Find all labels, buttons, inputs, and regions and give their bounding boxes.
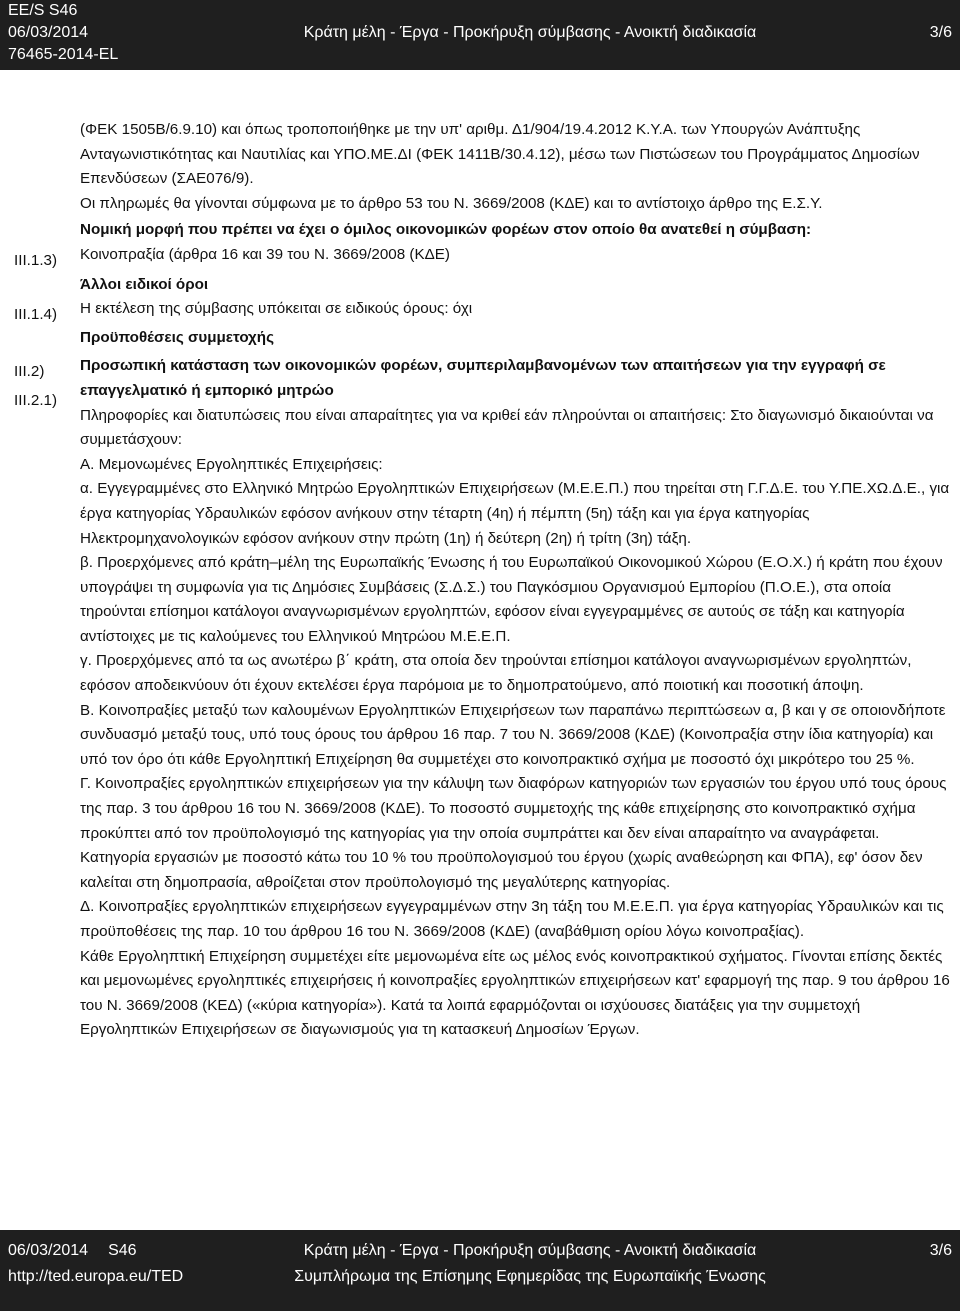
section-label: III.2.1) (14, 392, 58, 409)
footer-doc-type: S46 (108, 1242, 137, 1259)
paragraph: β. Προερχόμενες από κράτη–μέλη της Ευρωπαϊκής Ένωσης ή του Ευρωπαϊκού Οικονομικού Χώρου (Ε.Ο.Χ.) ή κράτη που έχουν υπογράψει τη συμφωνία για τις Δημόσιες Συμβάσεις (Σ.Δ.Σ.) του Παγκόσμιου Οργανισμού Εμπορίου (Π.Ο.Ε.), στα οποία τηρούνται επίσημοι κατάλογοι αναγνωρισμένων εργοληπτών, εφόσον είναι εγγεγραμμένες σε αυτούς σε τάξη και κατηγορία αντίστοιχες με τις καλούμενες του Ελληνικού Μητρώου Μ.Ε.Ε.Π. (80, 554, 943, 645)
footer-date: 06/03/2014 (8, 1242, 89, 1259)
paragraph: Κοινοπραξία (άρθρα 16 και 39 του Ν. 3669/2008 (ΚΔΕ) (80, 245, 450, 263)
footer-url[interactable]: http://ted.europa.eu/TED (8, 1268, 184, 1285)
paragraph: γ. Προερχόμενες από τα ως ανωτέρω β΄ κράτη, στα οποία δεν τηρούνται επίσημοι κατάλογοι αναγνωρισμένων εργοληπτών, εφόσον αποδεικνύουν ότι έχουν εκτελέσει έργα παρόμοια με το δημοπρατούμενο, από ποιοτική και ποσοτική άποψη. (80, 652, 912, 695)
footer-title: Κράτη μέλη - Έργα - Προκήρυξη σύμβασης - Ανοικτή διαδικασία (303, 1242, 757, 1259)
paragraph: Δ. Κοινοπραξίες εργοληπτικών επιχειρήσεων εγγεγραμμένων στην 3η τάξη του Μ.Ε.Ε.Π. για έργα κατηγορίας Υδραυλικών και τις προϋποθέσεις της παρ. 10 του άρθρου 16 του Ν. 3669/2008 (ΚΔΕ) (αναβάθμιση ορίου λόγω κοινοπραξίας). (80, 898, 944, 940)
paragraph: Γ. Κοινοπραξίες εργοληπτικών επιχειρήσεων για την κάλυψη των διαφόρων κατηγοριών των εργασιών του έργου υπό τους όρους της παρ. 3 του άρθρου 16 του Ν. 3669/2008 (ΚΔΕ). Το ποσοστό συμμετοχής της κάθε επιχείρησης στο κοινοπρακτικό σχήμα προκύπτει από τον προϋπολογισμό της κατηγορίας για την οποία συμπράττει και δεν είναι απαραίτητο να αναγράφεται. Κατηγορία εργασιών με ποσοστό κάτω του 10 % του προϋπολογισμού του έργου (χωρίς αναθεώρηση και ΦΠΑ), εφ' όσον δεν καλείται στη δημοπρασία, αθροίζεται στον προϋπολογισμό της μεγαλύτερης κατηγορίας. (80, 775, 947, 891)
paragraph: Πληροφορίες και διατυπώσεις που είναι απαραίτητες για να κριθεί εάν πληρούνται οι απαιτήσεις: Στο διαγωνισμό δικαιούνται να συμμετάσχουν: (80, 406, 934, 449)
section-label: III.2) (14, 363, 45, 380)
paragraph: Α. Μεμονωμένες Εργοληπτικές Επιχειρήσεις: (80, 455, 383, 473)
header-title: Κράτη μέλη - Έργα - Προκήρυξη σύμβασης - Ανοικτή διαδικασία (303, 24, 757, 41)
page-footer (0, 1230, 960, 1311)
paragraph: Οι πληρωμές θα γίνονται σύμφωνα με το άρθρο 53 του Ν. 3669/2008 (ΚΔΕ) και το αντίστοιχο άρθρο της Ε.Σ.Υ. (80, 194, 823, 212)
page-header (0, 0, 960, 70)
header-date: 06/03/2014 (8, 24, 89, 41)
paragraph: Η εκτέλεση της σύμβασης υπόκειται σε ειδικούς όρους: όχι (80, 300, 473, 318)
paragraph: α. Εγγεγραμμένες στο Ελληνικό Μητρώο Εργοληπτικών Επιχειρήσεων (Μ.Ε.Ε.Π.) που τηρείται στη Γ.Γ.Δ.Ε. του Υ.ΠΕ.ΧΩ.Δ.Ε., για έργα κατηγορίας Υδραυλικών εφόσον ανήκουν στην τέταρτη (4η) ή πέμπτη (5η) τάξη και για έργα κατηγορίας Ηλεκτρομηχανολογικών εφόσον ανήκουν στην πρώτη (1η) ή δεύτερη (2η) ή τρίτη (3η) τάξη. (80, 480, 950, 547)
section-label: III.1.3) (14, 252, 58, 269)
section-heading: Άλλοι ειδικοί όροι (80, 275, 209, 293)
section-heading: Προϋποθέσεις συμμετοχής (80, 328, 274, 346)
section-heading: Προσωπική κατάσταση των οικονομικών φορέων, συμπεριλαμβανομένων των απαιτήσεων για την εγγραφή σε επαγγελματικό ή εμπορικό μητρώο (80, 357, 886, 399)
paragraph: Β. Κοινοπραξίες μεταξύ των καλουμένων Εργοληπτικών Επιχειρήσεων των παραπάνω περιπτώσεων α, β και γ σε οποιονδήποτε συνδυασμό μεταξύ τους, υπό τους όρους του άρθρου 16 παρ. 7 του Ν. 3669/2008 (ΚΔΕ) (Κοινοπραξία στην ίδια κατηγορία) και υπό τον όρο ότι κάθε Εργοληπτική Επιχείρηση θα συμμετέχει στο κοινοπρακτικό σχήμα με ποσοστό όχι μικρότερο του 25 %. (80, 701, 946, 768)
document-body (80, 118, 950, 1043)
section-label: III.1.4) (14, 306, 58, 323)
footer-subtitle: Συμπλήρωμα της Επίσημης Εφημερίδας της Ευρωπαϊκής Ένωσης (294, 1268, 766, 1285)
section-heading: Νομική μορφή που πρέπει να έχει ο όμιλος οικονομικών φορέων στον οποίο θα ανατεθεί η σύμβαση: (80, 221, 812, 239)
header-page: 3/6 (929, 24, 952, 41)
paragraph: Κάθε Εργοληπτική Επιχείρηση συμμετέχει είτε μεμονωμένα είτε ως μέλος ενός κοινοπρακτικού σχήματος. Γίνονται επίσης δεκτές και μεμονωμένες εργοληπτικές επιχειρήσεις ή κοινοπραξίες εργοληπτικών επιχειρήσεων κατ' εφαρμογή της παρ. 9 του άρθρου 16 του Ν. 3669/2008 (ΚΕΔ) («κύρια κατηγορία»). Κατά τα λοιπά εφαρμόζονται οι ισχύουσες διατάξεις για την συμμετοχή Εργοληπτικών Επιχειρήσεων σε διαγωνισμούς για τη κατασκευή Δημοσίων Έργων. (80, 947, 950, 1039)
header-doc-type: EE/S S46 (8, 2, 78, 19)
footer-left-top (8, 1238, 137, 1264)
header-ref: 76465-2014-EL (8, 46, 119, 63)
paragraph: (ΦΕΚ 1505Β/6.9.10) και όπως τροποποιήθηκε με την υπ' αριθμ. Δ1/904/19.4.2012 Κ.Υ.Α. των Υπουργών Ανάπτυξης Ανταγωνιστικότητας και Ναυτιλίας και ΥΠΟ.ΜΕ.ΔΙ (ΦΕΚ 1411Β/30.4.12), μέσω των Πιστώσεων του Προγράμματος Δημοσίων Επενδύσεων (ΣΑΕ076/9). (80, 121, 920, 188)
footer-page: 3/6 (929, 1242, 952, 1259)
